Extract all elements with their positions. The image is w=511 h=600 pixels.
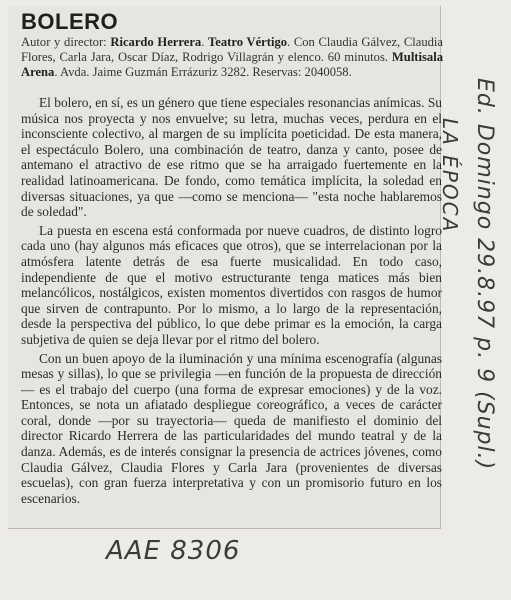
article-paragraph-2: La puesta en escena está conformada por nueve cuadros, de distinto logro cada uno (hay algunos más eficaces que otros), que se interrelacionan por la atmósfera latente detrás de esa fuerte musicalidad. En todo caso, independiente de que el motivo estructurante tenga matices más bien melancólicos, nostálgicos, existen momentos divertidos con rasgos de humor que sirven de contrapunto. Por lo mismo, a lo largo de la representación, desde la perspectiva del público, lo que debe primar es la emoción, la carga subjetiva de quien se deja llevar por el ritmo del bolero. (21, 222, 442, 347)
credits-venue: Multisala Arena (21, 50, 443, 79)
credits-theater: Teatro Vértigo (208, 35, 288, 49)
credits-author-name: Ricardo Herrera (110, 35, 202, 49)
article-paragraph-3: Con un buen apoyo de la iluminación y una mínima escenografía (algunas mesas y sillas), lo que se privilegia —en función de la propuesta de dirección— es el trabajo del cuerpo (una forma de expresar emociones) y de la voz. Entonces, se nota un afiatado despliegue coreográfico, a veces de carácter coral, donde —por su trayectoria— queda de manifiesto el dominio del director Ricardo Herrera de las particularidades del mundo teatral y de la danza. Además, es de interés consignar la presencia de actrices jóvenes, como Claudia Gálvez, Claudia Flores y Carla Jara (provenientes de diversas escuelas), con gran fuerza interpretativa y con un promisorio futuro en los escenarios. (21, 350, 442, 506)
handwritten-archive-code: AAE 8306 (106, 536, 241, 566)
handwritten-date-note: Ed. Domingo 29.8.97 p. 9 (Supl.) (472, 78, 497, 471)
article-paragraph-1: El bolero, en sí, es un género que tiene especiales resonancias anímicas. Su música nos proyecta y nos envuelve; su letra, muchas veces, perdura en el inconsciente colectivo, al margen de su implícita poeticidad. De esta manera, el espectáculo Bolero, una combinación de teatro, danza y canto, posee de antemano el atractivo de ese ritmo que se ha arraigado fuertemente en la realidad latinoamericana. De fondo, como temática implícita, la soledad en diversas situaciones, ya que —como se menciona— "esta noche hablaremos de soledad". (21, 95, 442, 220)
credits-author-label: Autor y director: (21, 35, 111, 49)
credits-address: . Avda. Jaime Guzmán Errázuriz 3282. Reservas: 2040058. (54, 65, 352, 79)
article-credits (21, 35, 443, 80)
handwritten-source-note: LA ÉPOCA (438, 118, 462, 234)
newspaper-clipping (8, 6, 444, 529)
article-title: BOLERO (21, 9, 119, 34)
credits-separator: . (201, 35, 209, 49)
credits-cast: . Con Claudia Gálvez, Claudia Flores, Carla Jara, Oscar Díaz, Rodrigo Villagrán y elenco. 60 minutos. (21, 35, 444, 64)
article-body (21, 95, 442, 506)
